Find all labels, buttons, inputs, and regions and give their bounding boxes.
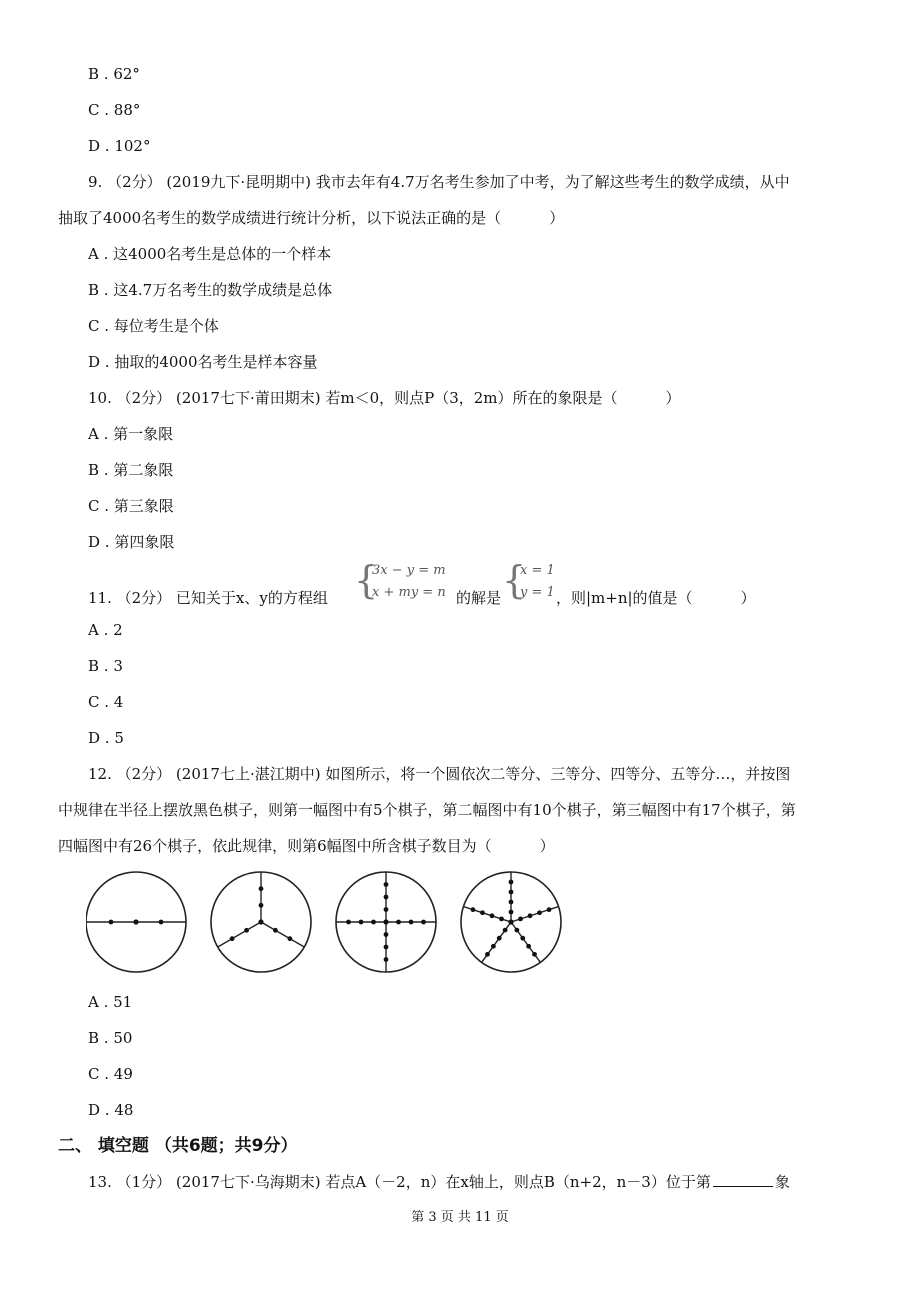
solution-1: x = 1 bbox=[520, 563, 555, 578]
figure-radius bbox=[482, 922, 511, 962]
question-9-option-a: A . 这4000名考生是总体的一个样本 bbox=[88, 245, 332, 263]
chess-piece bbox=[499, 917, 504, 922]
chess-piece bbox=[509, 910, 514, 915]
chess-piece bbox=[537, 910, 542, 915]
question-9-option-c: C . 每位考生是个体 bbox=[88, 317, 219, 335]
chess-piece bbox=[532, 952, 537, 957]
chess-piece bbox=[528, 913, 533, 918]
chess-piece-center bbox=[133, 919, 138, 924]
question-10-stem: 10. （2分） (2017七下·莆田期末) 若m＜0，则点P（3，2m）所在的象限是（ ） bbox=[88, 389, 681, 407]
chess-piece bbox=[485, 952, 490, 957]
question-12-option-a: A . 51 bbox=[88, 993, 133, 1011]
chess-piece bbox=[384, 945, 389, 950]
question-11-option-a: A . 2 bbox=[88, 621, 123, 639]
question-12-option-c: C . 49 bbox=[88, 1065, 133, 1083]
chess-piece bbox=[509, 880, 514, 885]
chess-piece bbox=[526, 944, 531, 949]
chess-piece bbox=[421, 920, 426, 925]
chess-piece bbox=[287, 936, 292, 941]
chess-piece bbox=[547, 907, 552, 912]
chess-piece bbox=[230, 936, 235, 941]
circle-figures bbox=[86, 868, 606, 980]
question-11-mid: 的解是 bbox=[456, 589, 502, 607]
equation-1: 3x − y = m bbox=[372, 563, 446, 578]
question-12-option-d: D . 48 bbox=[88, 1101, 134, 1119]
chess-piece bbox=[109, 920, 114, 925]
chess-piece bbox=[409, 920, 414, 925]
answer-blank[interactable] bbox=[713, 1172, 773, 1187]
chess-piece bbox=[480, 910, 485, 915]
chess-piece bbox=[384, 907, 389, 912]
chess-piece bbox=[359, 920, 364, 925]
chess-piece bbox=[371, 920, 376, 925]
chess-piece bbox=[491, 944, 496, 949]
option-c-prev: C . 88° bbox=[88, 101, 141, 119]
figure-radius bbox=[463, 907, 511, 922]
question-10-option-b: B . 第二象限 bbox=[88, 461, 174, 479]
question-12-stem-line3: 四幅图中有26个棋子，依此规律，则第6幅图中所含棋子数目为（ ） bbox=[58, 837, 555, 855]
chess-piece-center bbox=[508, 919, 513, 924]
chess-piece bbox=[514, 928, 519, 933]
question-12-option-b: B . 50 bbox=[88, 1029, 133, 1047]
chess-piece bbox=[384, 957, 389, 962]
question-10-option-d: D . 第四象限 bbox=[88, 533, 175, 551]
figure-radius bbox=[511, 907, 559, 922]
figure-radius bbox=[261, 922, 304, 947]
chess-piece bbox=[396, 920, 401, 925]
section-fill-in-title: 二、 填空题 （共6题；共9分） bbox=[58, 1136, 298, 1156]
chess-piece bbox=[509, 900, 514, 905]
solution-system bbox=[502, 558, 555, 604]
chess-piece bbox=[509, 890, 514, 895]
question-11-tail: ，则|m+n|的值是（ ） bbox=[556, 589, 756, 607]
figure-radius bbox=[218, 922, 261, 947]
chess-piece bbox=[244, 928, 249, 933]
chess-piece bbox=[259, 903, 264, 908]
chess-piece bbox=[503, 928, 508, 933]
question-10-option-c: C . 第三象限 bbox=[88, 497, 174, 515]
question-12-stem-line2: 中规律在半径上摆放黑色棋子，则第一幅图中有5个棋子，第二幅图中有10个棋子，第三幅图中有17个棋子，第 bbox=[58, 801, 796, 819]
option-b-prev: B . 62° bbox=[88, 65, 140, 83]
question-12-stem-line1: 12. （2分） (2017七上·湛江期中) 如图所示，将一个圆依次二等分、三等分、四等分、五等分…，并按图 bbox=[88, 765, 791, 783]
option-d-prev: D . 102° bbox=[88, 137, 151, 155]
equation-system bbox=[354, 558, 446, 604]
figure-radius bbox=[511, 922, 540, 962]
chess-piece bbox=[159, 920, 164, 925]
chess-piece-center bbox=[383, 919, 388, 924]
question-9-option-b: B . 这4.7万名考生的数学成绩是总体 bbox=[88, 281, 333, 299]
chess-piece bbox=[490, 913, 495, 918]
chess-piece bbox=[471, 907, 476, 912]
chess-piece bbox=[346, 920, 351, 925]
chess-piece bbox=[384, 895, 389, 900]
chess-piece bbox=[259, 886, 264, 891]
solution-brace: { bbox=[502, 558, 527, 602]
chess-piece-center bbox=[258, 919, 263, 924]
chess-piece bbox=[273, 928, 278, 933]
question-9-stem: 9. （2分） (2019九下·昆明期中) 我市去年有4.7万名考生参加了中考，为了解这些考生的数学成绩，从中 bbox=[88, 173, 790, 191]
chess-piece bbox=[518, 917, 523, 922]
chess-piece bbox=[497, 936, 502, 941]
question-11-option-c: C . 4 bbox=[88, 693, 124, 711]
question-9-option-d: D . 抽取的4000名考生是样本容量 bbox=[88, 353, 318, 371]
question-9-stem-cont: 抽取了4000名考生的数学成绩进行统计分析，以下说法正确的是（ ） bbox=[58, 209, 565, 227]
chess-piece bbox=[384, 932, 389, 937]
page-footer: 第 3 页 共 11 页 bbox=[411, 1210, 509, 1225]
question-11-option-b: B . 3 bbox=[88, 657, 123, 675]
chess-piece bbox=[384, 882, 389, 887]
question-10-option-a: A . 第一象限 bbox=[88, 425, 174, 443]
equation-2: x + my = n bbox=[372, 585, 446, 600]
chess-piece bbox=[520, 936, 525, 941]
equation-brace: { bbox=[354, 558, 379, 602]
question-13-stem: 13. （1分） (2017七下·乌海期末) 若点A（－2，n）在x轴上，则点B（n+2，n－3）位于第 象 bbox=[88, 1173, 790, 1191]
question-11-head: 11. （2分） 已知关于x、y的方程组 bbox=[88, 589, 328, 607]
solution-2: y = 1 bbox=[520, 585, 555, 600]
question-11-option-d: D . 5 bbox=[88, 729, 124, 747]
